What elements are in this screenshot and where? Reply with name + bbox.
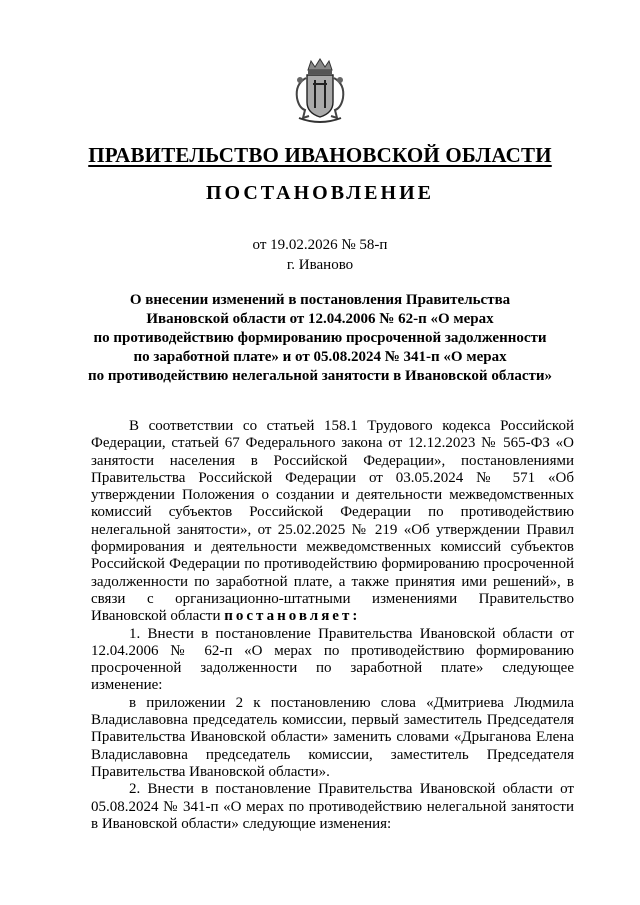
item-1: 1. Внести в постановление Правительства Ивановской области от 12.04.2006 № 62-п «О мерах по противодействию формированию просроченной задолженности по заработной плате» следующее изменение: <box>91 625 574 694</box>
preamble-paragraph <box>91 418 574 626</box>
document-body <box>91 418 574 833</box>
decree-word: постановляет: <box>224 608 361 625</box>
title-line: по противодействию нелегальной занятости в Ивановской области» <box>87 368 553 384</box>
document-type: ПОСТАНОВЛЕНИЕ <box>206 182 434 204</box>
item-1-text: в приложении 2 к постановлению слова «Дмитриева Людмила Владиславовна председатель комиссии, первый заместитель Председателя Правительства Ивановской области» заменить словами «Дрыганова Елена Владиславовна председатель комиссии, заместитель Председателя Правительства Ивановской области». <box>91 694 574 780</box>
title-line: по заработной плате» и от 05.08.2024 № 341-п «О мерах <box>133 349 507 365</box>
coat-of-arms-icon <box>291 58 349 126</box>
document-title <box>60 291 580 386</box>
title-line: О внесении изменений в постановления Правительства <box>129 292 511 308</box>
title-line: по противодействию формированию просроченной задолженности <box>93 330 547 346</box>
title-line: Ивановской области от 12.04.2006 № 62-п «О мерах <box>146 311 494 327</box>
date-number: от 19.02.2026 № 58-п <box>252 237 388 253</box>
city: г. Иваново <box>286 257 354 273</box>
organization-name: ПРАВИТЕЛЬСТВО ИВАНОВСКОЙ ОБЛАСТИ <box>88 143 552 167</box>
preamble-text: В соответствии со статьей 158.1 Трудового кодекса Российской Федерации, статьей 67 Федерального закона от 12.12.2023 № 565-ФЗ «О занятости населения в Российской Федерации», постановлениями Правительства Российской Федерации от 03.05.2024 № 571 «Об утверждении Положения о создании и деятельности межведомственных комиссий субъектов Российской Федерации по противодействию нелегальной занятости», от 25.02.2025 № 219 «Об утверждении Правил формирования и деятельности межведомственных комиссий субъектов Российской Федерации по противодействию формированию просроченной задолженности по заработной плате, а также принятия ими решений», в связи с организационно-штатными изменениями Правительство Ивановской области <box>91 418 574 625</box>
item-2: 2. Внести в постановление Правительства Ивановской области от 05.08.2024 № 341-п «О мерах по противодействию нелегальной занятости в Ивановской области» следующие изменения: <box>91 781 574 832</box>
